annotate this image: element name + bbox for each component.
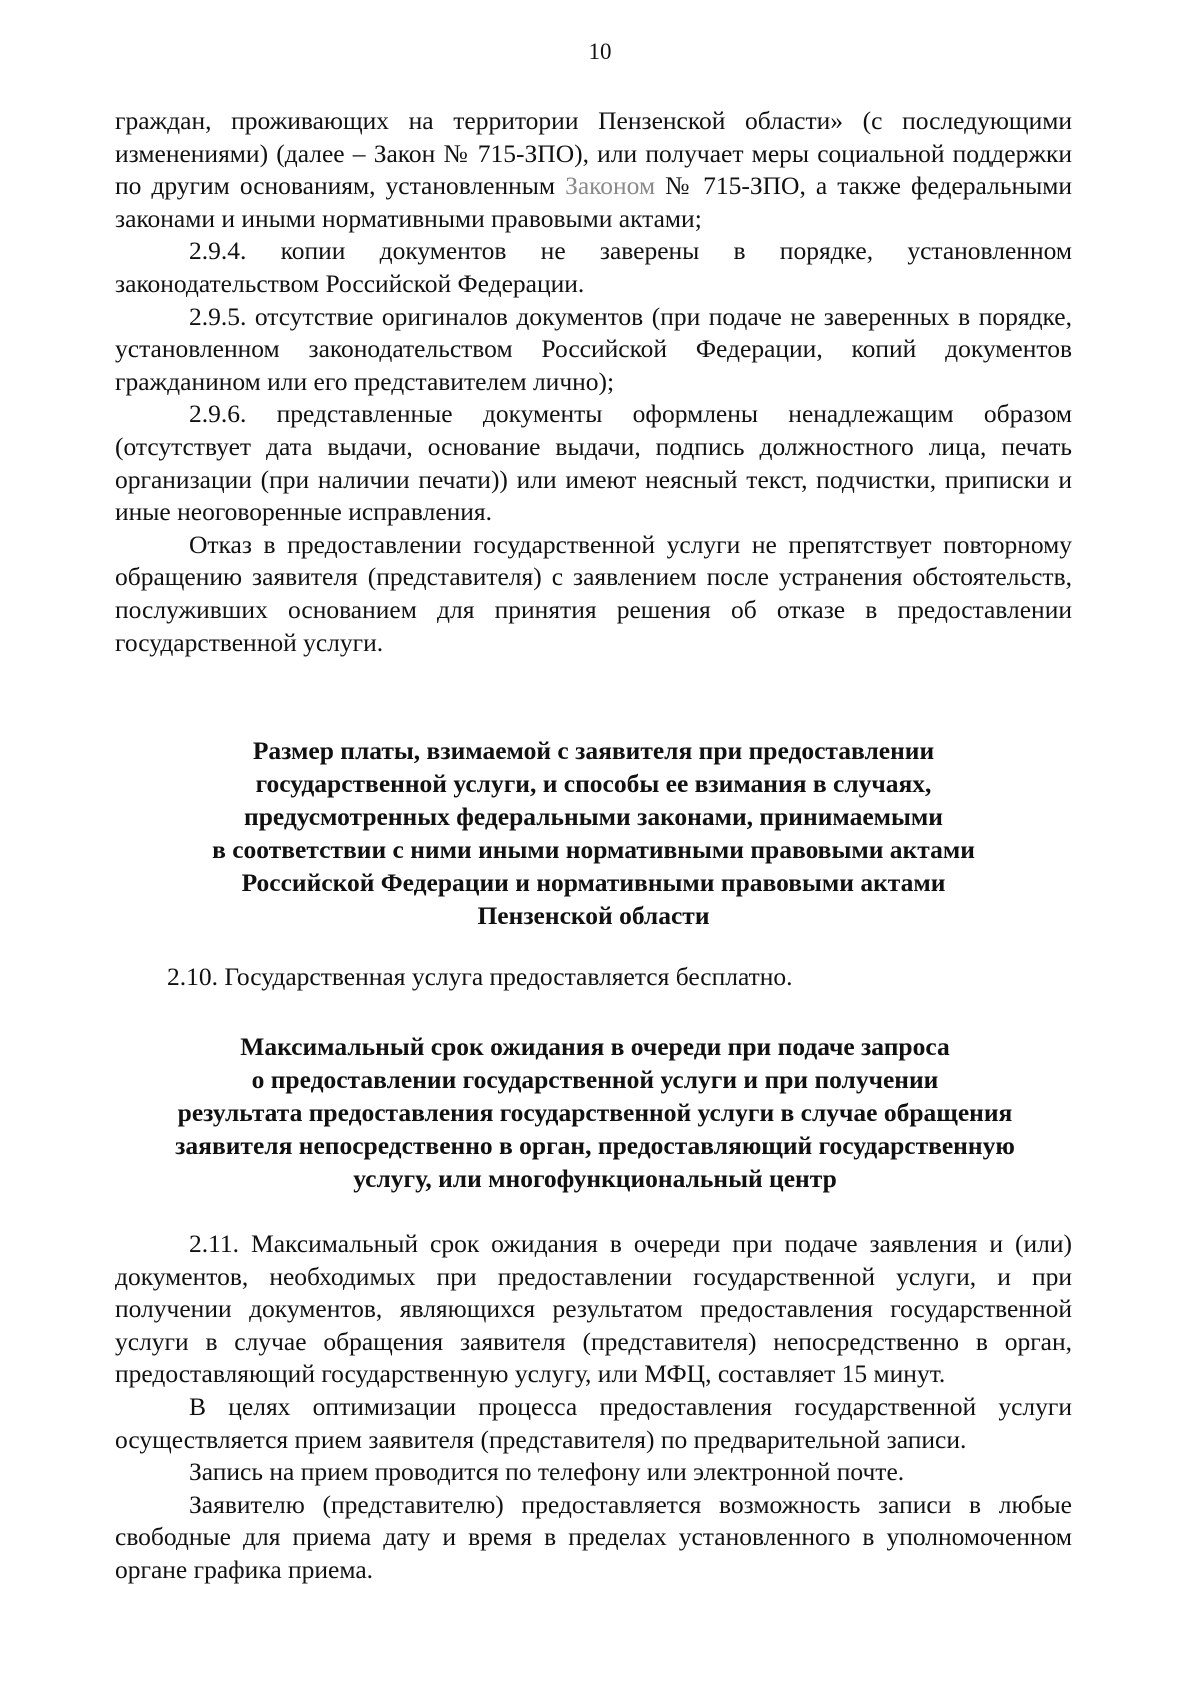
paragraph-2-9-5: 2.9.5. отсутствие оригиналов документов (при подаче не заверенных в порядке, установленном законодательством Российской Федерации, копий документов гражданином или его представителем лично); [115, 301, 1072, 396]
section-wait-time [115, 1228, 1072, 1587]
heading-line: государственной услуги, и способы ее взимания в случаях, [255, 769, 932, 798]
paragraph-free-slots: Заявителю (представителю) предоставляется возможность записи в любые свободные для приема дату и время в пределах установленного в уполномоченном органе графика приема. [115, 1489, 1072, 1584]
section-fee [115, 961, 1072, 994]
paragraph-2-10: 2.10. Государственная услуга предоставляется бесплатно. [167, 962, 793, 991]
paragraph-refusal: Отказ в предоставлении государственной услуги не препятствует повторному обращению заявителя (представителя) с заявлением после устранения обстоятельств, послуживших основанием для принятия решения об отказе в предоставлении государственной услуги. [115, 529, 1072, 657]
paragraph-continuation: граждан, проживающих на территории Пензенской области» (с последующими изменениями) (далее – Закон № 715-ЗПО), или получает меры социальной поддержки по другим основаниям, установленным Законом № 715-ЗПО, а также федеральными законами и иными нормативными правовыми актами; [115, 106, 1073, 233]
heading-line: заявителя непосредственно в орган, предоставляющий государственную [175, 1131, 1015, 1160]
paragraph-booking: Запись на прием проводится по телефону или электронной почте. [189, 1457, 905, 1487]
section-grounds-for-refusal [115, 105, 1072, 659]
paragraph-2-9-4: 2.9.4. копии документов не заверены в порядке, установленном законодательством Российской Федерации. [115, 236, 1072, 298]
heading-line: Пензенской области [477, 901, 710, 930]
paragraph-2-11: 2.11. Максимальный срок ожидания в очереди при подаче заявления и (или) документов, необходимых при предоставлении государственной услуги, и при получении документов, являющихся результатом предоставления государственной услуги в случае обращения заявителя (представителя) непосредственно в орган, предоставляющий государственную услугу, или МФЦ, составляет 15 минут. [115, 1229, 1072, 1389]
heading-line: Российской Федерации и нормативными правовыми актами [241, 868, 946, 897]
paragraph-2-9-6: 2.9.6. представленные документы оформлены ненадлежащим образом (отсутствует дата выдачи, основание выдачи, подпись должностного лица, печать организации (при наличии печати)) или имеют неясный текст, подчистки, приписки и иные неоговоренные исправления. [115, 399, 1072, 527]
heading-line: услугу, или многофункциональный центр [353, 1164, 837, 1193]
heading-line: в соответствии с ними иными нормативными правовыми актами [212, 835, 975, 864]
faded-word: Законом [565, 171, 656, 201]
page-number: 10 [588, 39, 612, 64]
heading-line: Размер платы, взимаемой с заявителя при предоставлении [252, 736, 935, 765]
heading-wait-time [100, 1030, 1090, 1195]
heading-line: результата предоставления государственной услуги в случае обращения [177, 1098, 1013, 1127]
paragraph-optimization: В целях оптимизации процесса предоставления государственной услуги осуществляется прием заявителя (представителя) по предварительной записи. [115, 1391, 1072, 1454]
heading-line: о предоставлении государственной услуги и при получении [251, 1065, 939, 1094]
heading-fee [115, 734, 1072, 932]
heading-line: предусмотренных федеральными законами, принимаемыми [244, 802, 943, 831]
heading-line: Максимальный срок ожидания в очереди при подаче запроса [240, 1032, 950, 1061]
